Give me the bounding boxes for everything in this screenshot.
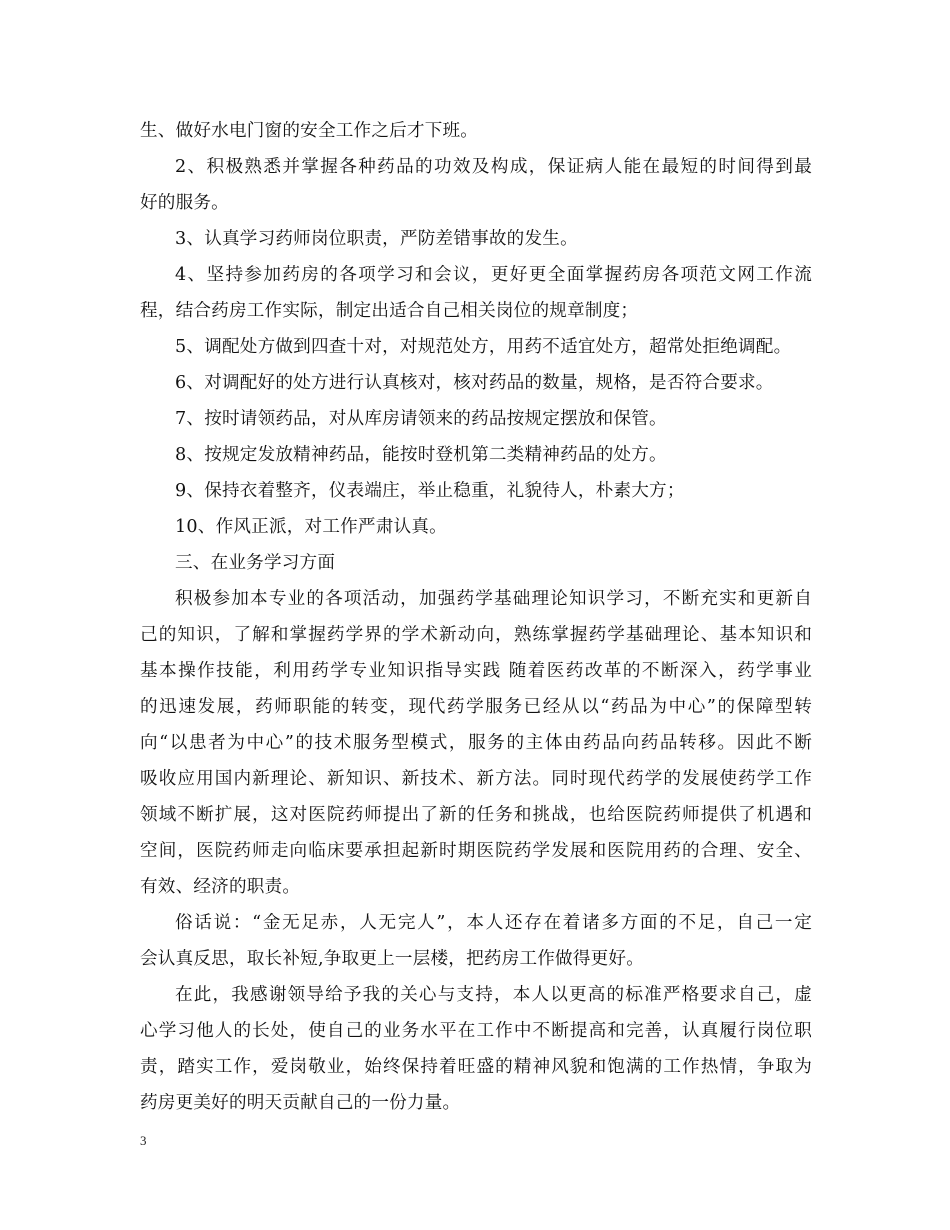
paragraph [140,509,812,545]
text-line: 己的知识，了解和掌握药学界的学术新动向，熟练掌握药学基础理论、基本知识和 [140,625,812,645]
paragraph [140,221,812,257]
text-line: 7、按时请领药品，对从库房请领来的药品按规定摆放和保管。 [175,409,667,429]
paragraph [140,473,812,509]
text-line: 会认真反思，取长补短,争取更上一层楼，把药房工作做得更好。 [140,949,645,969]
text-line: 10、作风正派，对工作严肃认真。 [175,517,447,537]
paragraph [140,581,812,905]
text-line: 俗话说：“金无足赤，人无完人”，本人还存在着诸多方面的不足，自己一定 [175,913,812,933]
text-line: 的迅速发展，药师职能的转变，现代药学服务已经从以“药品为中心”的保障型转 [140,697,812,717]
text-line: 三、在业务学习方面 [175,553,336,573]
paragraph [140,329,812,365]
text-line: 药房更美好的明天贡献自己的一份力量。 [140,1093,461,1113]
text-line: 基本操作技能，利用药学专业知识指导实践 随着医药改革的不断深入，药学事业 [140,661,812,681]
paragraph [140,365,812,401]
text-line: 在此，我感谢领导给予我的关心与支持，本人以更高的标准严格要求自己，虚 [175,985,812,1005]
paragraph [140,977,812,1121]
document-body [140,113,812,1121]
text-line: 有效、经济的职责。 [140,877,301,897]
text-line: 9、保持衣着整齐，仪表端庄，举止稳重，礼貌待人，朴素大方； [175,481,685,501]
paragraph [140,905,812,977]
text-line: 4、坚持参加药房的各项学习和会议，更好更全面掌握药房各项范文网工作流 [175,265,812,285]
text-line: 向“以患者为中心”的技术服务型模式，服务的主体由药品向药品转移。因此不断 [140,733,812,753]
text-line: 2、积极熟悉并掌握各种药品的功效及构成，保证病人能在最短的时间得到最 [175,157,812,177]
text-line: 6、对调配好的处方进行认真核对，核对药品的数量，规格，是否符合要求。 [175,373,774,393]
text-line: 生、做好水电门窗的安全工作之后才下班。 [140,121,479,141]
paragraph [140,401,812,437]
text-line: 空间，医院药师走向临床要承担起新时期医院药学发展和医院用药的合理、安全、 [140,841,812,861]
text-line: 好的服务。 [140,193,229,213]
text-line: 积极参加本专业的各项活动，加强药学基础理论知识学习，不断充实和更新自 [175,589,812,609]
paragraph [140,149,812,221]
section-heading [140,545,812,581]
text-line: 责，踏实工作，爱岗敬业，始终保持着旺盛的精神风貌和饱满的工作热情，争取为 [140,1057,812,1077]
text-line: 心学习他人的长处，使自己的业务水平在工作中不断提高和完善，认真履行岗位职 [140,1021,812,1041]
text-line: 8、按规定发放精神药品，能按时登机第二类精神药品的处方。 [175,445,667,465]
page-number: 3 [140,1133,147,1148]
paragraph [140,437,812,473]
text-line: 领域不断扩展，这对医院药师提出了新的任务和挑战，也给医院药师提供了机遇和 [140,805,812,825]
paragraph [140,113,812,149]
text-line: 3、认真学习药师岗位职责，严防差错事故的发生。 [175,229,578,249]
paragraph [140,257,812,329]
text-line: 程，结合药房工作实际，制定出适合自己相关岗位的规章制度； [140,301,639,321]
text-line: 5、调配处方做到四查十对，对规范处方，用药不适宜处方，超常处拒绝调配。 [175,337,792,357]
text-line: 吸收应用国内新理论、新知识、新技术、新方法。同时现代药学的发展使药学工作 [140,769,812,789]
